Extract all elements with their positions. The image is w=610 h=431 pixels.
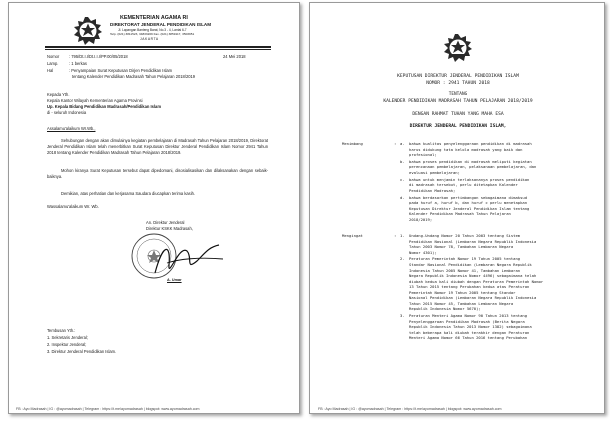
- clause-line: Keputusan Direktur Jenderal Pendidikan Islam tentang: [409, 205, 530, 211]
- clause-line: Peraturan Pemerintah Nomor 19 Tahun 2005 tentang: [409, 256, 521, 262]
- page-footer: FB : Ayo Madrasah | IG : @ayomadrasah | Telegram : https://t.me/ayomadrasah | blogspot: www.ayomadrasah.com: [318, 407, 502, 411]
- clause-line: bahwa untuk menjamin terlaksananya proses pendidikan: [409, 176, 530, 182]
- mengingat-label: Mengingat: [342, 233, 363, 238]
- clause-line: Pendidikan Madrasah;: [409, 187, 456, 193]
- clause-line: pada huruf a, huruf b, dan huruf c perlu menetapkan: [409, 200, 528, 206]
- signature-title: An. Direktur Jenderal: [146, 220, 185, 225]
- clause-line: evaluasi pembelajaran;: [409, 169, 460, 175]
- clause-line: Undang-Undang Nomor 20 Tahun 2003 tentang Sistem: [409, 233, 521, 238]
- clause-number: c.: [400, 176, 405, 182]
- body-paragraph: Sehubungan dengan akan dimulainya kegiatan pembelajaran di Madrasah Tahun Pelajaran 2018/2019, Direktorat Jenderal Pendidikan Islam telah menerbitkan Surat Keputusan Direktur Jenderal Pendidikan Islam Nomor 2941 Tahun 2018 tentang Kalender Pendidikan Madrasah Tahun Pelajaran 2018/2019.: [47, 138, 268, 155]
- clause-line: Indonesia Tahun 2005 Nomor 41, Tambahan Lembaran: [409, 267, 521, 273]
- org-phone: Telp. (021) 3811523, 34833209 Fax. (021) 3859117, 3503951: [110, 32, 195, 36]
- clause-line: Pendidikan Nasional (Lembaran Negara Republik Indonesia: [409, 238, 537, 244]
- decree-title: KEPUTUSAN DIREKTUR JENDERAL PENDIDIKAN ISLAM: [397, 74, 519, 79]
- hal-label: Hal: [47, 68, 54, 73]
- clause-line: Menteri Agama Nomor 66 Tahun 2016 tentang Perubahan: [409, 335, 528, 341]
- page-footer: FB : Ayo Madrasah | IG : @ayomadrasah | Telegram : https://t.me/ayomadrasah | blogspot: www.ayomadrasah.com: [16, 407, 200, 411]
- clause-line: Tahun 2015 Nomor 45, Tambahan Lembaran Negara: [409, 300, 514, 306]
- clause-line: Pemerintah Nomor 19 Tahun 2005 tentang Standar: [409, 289, 516, 295]
- hal-value: : Penyampaian Surat Keputusan Dirjen Pendidikan Islam: [69, 68, 173, 73]
- clause-number: 1.: [400, 233, 405, 238]
- clause-line: Nasional Pendidikan (Lembaran Negara Republik Indonesia: [409, 295, 537, 301]
- nomor-value: : 795/Dt.I.I/Dt.I.I.I/PP.00/05/2018: [69, 54, 128, 59]
- kemenag-emblem-icon: [443, 33, 473, 63]
- decree-issuer: DIREKTUR JENDERAL PENDIDIKAN ISLAM,: [409, 124, 507, 129]
- clause-line: di madrasah tersebut, perlu ditetapkan Kalender: [409, 182, 518, 188]
- clause-line: 2018/2019;: [409, 216, 433, 222]
- clause-number: 2.: [400, 256, 405, 262]
- org-unit: DIREKTORAT JENDERAL PENDIDIKAN ISLAM: [110, 22, 212, 27]
- clause-line: Republik Indonesia Tahun 2013 Nomor 1382) sebagaimana: [409, 324, 532, 330]
- clause-line: bahwa berdasarkan pertimbangan sebagaimana dimaksud: [409, 194, 528, 200]
- greeting: Assalamu'alaikum Wr.Wb.,: [47, 126, 96, 131]
- cc-item: 3. Direktur Jenderal Pendidikan Islam.: [47, 349, 117, 354]
- clause-line: Republik Indonesia Nomor 5670);: [409, 306, 481, 312]
- decree-tentang: TENTANG: [448, 92, 468, 97]
- kemenag-emblem-icon: [73, 16, 103, 46]
- clause-line: diubah kedua kali diubah dengan Peraturan Pemerintah Nomor: [409, 278, 544, 284]
- addressee-line: Kepala Kantor Wilayah Kementerian Agama Provinsi: [47, 98, 143, 103]
- clause-number: d.: [400, 194, 405, 200]
- addressee-line: Kepada Yth.: [47, 92, 70, 97]
- clause-line: Nomor 4301);: [409, 249, 437, 255]
- colon: :: [394, 141, 397, 146]
- lamp-label: Lamp.: [47, 61, 59, 66]
- signer-name: A. Umar: [167, 278, 182, 282]
- org-name: KEMENTERIAN AGAMA RI: [120, 15, 188, 21]
- clause-line: Standar Nasional Pendidikan (Lembaran Negara Republik: [409, 261, 532, 267]
- org-address: Jl. Lapangan Banteng Barat, No.3 - 4, Lantai 6-7: [118, 28, 187, 32]
- clause-line: telah beberapa kali diubah terakhir dengan Peraturan: [409, 329, 530, 335]
- clause-line: 13 Tahun 2015 tentang Perubahan kedua atas Peraturan: [409, 284, 530, 290]
- clause-line: profesional;: [409, 152, 437, 158]
- clause-line: bahwa kualitas penyelenggaraan pendidikan di madrasah: [409, 141, 532, 146]
- decree-number: NOMOR : 2941 TAHUN 2018: [426, 81, 490, 86]
- decree-invocation: DENGAN RAHMAT TUHAN YANG MAHA ESA: [412, 112, 504, 117]
- clause-line: Peraturan Menteri Agama Nomor 90 Tahun 2013 tentang: [409, 313, 528, 319]
- decree-subject: KALENDER PENDIDIKAN MADRASAH TAHUN PELAJARAN 2018/2019: [383, 99, 533, 104]
- colon: :: [394, 233, 397, 238]
- addressee-line: Up. Kepala Bidang Pendidikan Madrasah/Pendidikan Islam: [47, 104, 161, 109]
- clause-number: a.: [400, 141, 405, 146]
- header-rule-thin: [45, 49, 271, 50]
- menimbang-label: Menimbang: [342, 141, 363, 146]
- addressee-line: di - seluruh Indonesia: [47, 110, 87, 115]
- clause-line: Negara Republik Indonesia Nomor 4496) sebagaimana telah: [409, 273, 537, 279]
- clause-number: 3.: [400, 313, 405, 319]
- cc-item: 2. Inspektur Jenderal;: [47, 342, 87, 347]
- body-paragraph: Mohon kiranya Surat Keputusan tersebut dapat dipedomani, disosialisasikan dan dilaksanakan dengan sebaik-baiknya.: [47, 168, 268, 179]
- org-city: JAKARTA: [140, 37, 159, 41]
- nomor-label: Nomor: [47, 54, 60, 59]
- closing-greeting: Wassalamu'alaikum Wr. Wb.: [47, 204, 99, 209]
- letter-page: [8, 2, 300, 414]
- decree-page: [309, 2, 605, 414]
- signature-title: Direktur KSKK Madrasah,: [146, 226, 193, 231]
- cc-item: 1. Sekretaris Jenderal;: [47, 335, 88, 340]
- clause-line: Penyelenggaraan Pendidikan Madrasah (Berita Negara: [409, 318, 525, 324]
- lamp-value: : 1 berkas: [69, 61, 87, 66]
- header-rule: [45, 46, 271, 48]
- hal-value-cont: tentang Kalender Pendidikan Madrasah Tahun Pelajaran 2018/2019: [72, 74, 196, 79]
- clause-line: perencanaan pembelajaran, pelaksanaan pembelajaran, dan: [409, 164, 537, 170]
- clause-number: b.: [400, 158, 405, 164]
- cc-heading: Tembusan Yth.:: [47, 328, 76, 333]
- clause-line: Kalender Pendidikan Madrasah Tahun Pelajaran: [409, 211, 511, 217]
- handwritten-signature: [149, 235, 229, 285]
- body-paragraph: Demikian, atas perhatian dan kerjasama Saudara diucapkan terima kasih.: [61, 191, 196, 196]
- clause-line: harus didukung tata kelola madrasah yang baik dan: [409, 146, 523, 152]
- clause-line: bahwa proses pendidikan di madrasah meliputi kegiatan: [409, 158, 532, 164]
- letter-date: 24 Mei 2018: [223, 54, 246, 59]
- clause-line: Tahun 2003 Nomor 78, Tambahan Lembaran Negara: [409, 244, 514, 250]
